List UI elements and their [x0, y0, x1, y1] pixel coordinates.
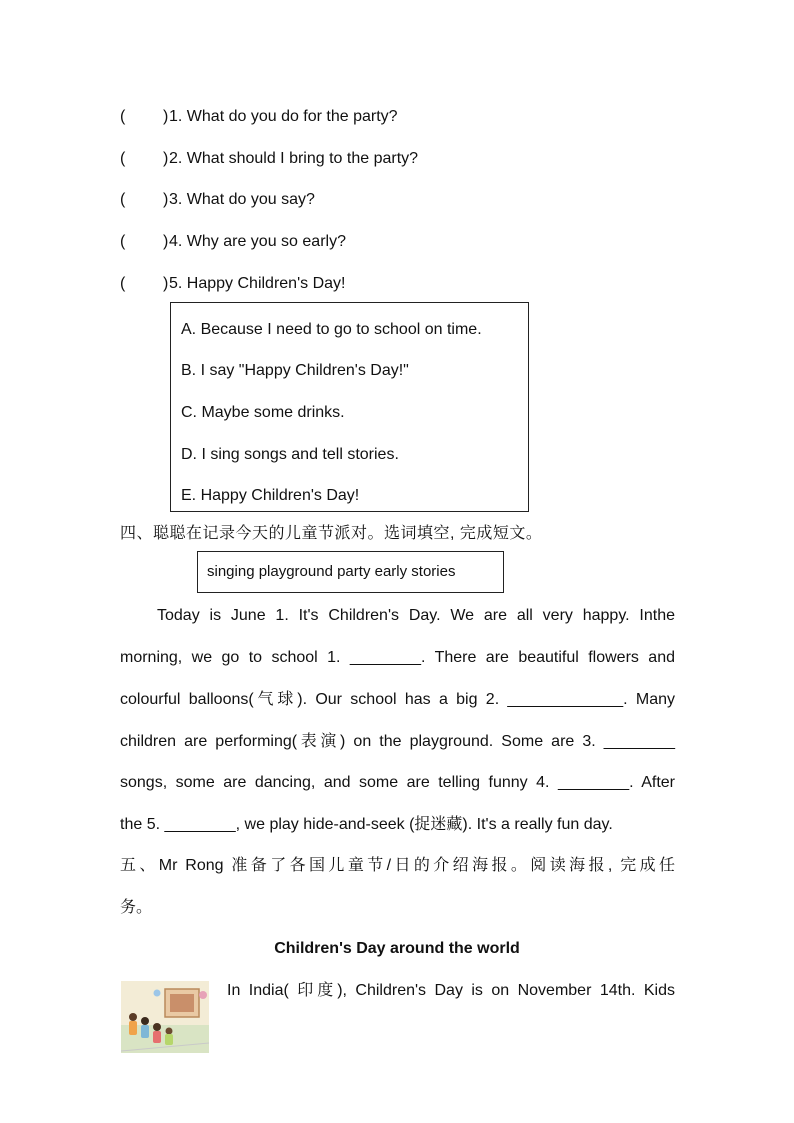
section-5-heading: 五、Mr Rong 准备了各国儿童节/日的介绍海报。阅读海报, 完成任	[120, 857, 675, 874]
passage-line-6: the 5. ________, we play hide-and-seek (捉迷藏). It's a really fun day.	[120, 816, 613, 833]
option-c: C. Maybe some drinks.	[181, 404, 345, 421]
answer-paren-open: (	[120, 233, 126, 250]
answer-paren-open: (	[120, 108, 126, 125]
option-e: E. Happy Children's Day!	[181, 487, 360, 504]
answer-paren-close: )	[163, 233, 169, 250]
answer-paren-open: (	[120, 191, 126, 208]
option-b: B. I say "Happy Children's Day!"	[181, 362, 409, 379]
poster-title: Children's Day around the world	[274, 940, 520, 957]
passage-line-3: colourful balloons(气球). Our school has a big 2. _____________. Many	[120, 691, 675, 708]
india-classroom-illustration	[121, 981, 209, 1053]
answer-paren-close: )	[163, 108, 169, 125]
passage-line-2: morning, we go to school 1. ________. There are beautiful flowers and	[120, 649, 675, 666]
passage-line-1: Today is June 1. It's Children's Day. We are all very happy. Inthe	[157, 607, 675, 624]
question-text: 1. What do you do for the party?	[169, 108, 398, 125]
passage-line-5: songs, some are dancing, and some are telling funny 4. ________. After	[120, 774, 675, 791]
answer-paren-close: )	[163, 275, 169, 292]
passage-line-4: children are performing(表演) on the playground. Some are 3. ________	[120, 733, 675, 750]
option-a: A. Because I need to go to school on time.	[181, 321, 482, 338]
question-text: 5. Happy Children's Day!	[169, 275, 346, 292]
question-text: 4. Why are you so early?	[169, 233, 346, 250]
section-5-heading-cont: 务。	[120, 899, 153, 916]
question-text: 2. What should I bring to the party?	[169, 150, 419, 167]
section-4-heading: 四、聪聪在记录今天的儿童节派对。选词填空, 完成短文。	[120, 525, 543, 542]
option-d: D. I sing songs and tell stories.	[181, 446, 399, 463]
india-paragraph: In India( 印度), Children's Day is on November 14th. Kids	[227, 982, 675, 999]
answer-paren-open: (	[120, 275, 126, 292]
answer-options-box	[170, 302, 529, 512]
question-text: 3. What do you say?	[169, 191, 315, 208]
answer-paren-close: )	[163, 150, 169, 167]
answer-paren-open: (	[120, 150, 126, 167]
answer-paren-close: )	[163, 191, 169, 208]
word-bank-box: singing playground party early stories	[197, 551, 504, 593]
